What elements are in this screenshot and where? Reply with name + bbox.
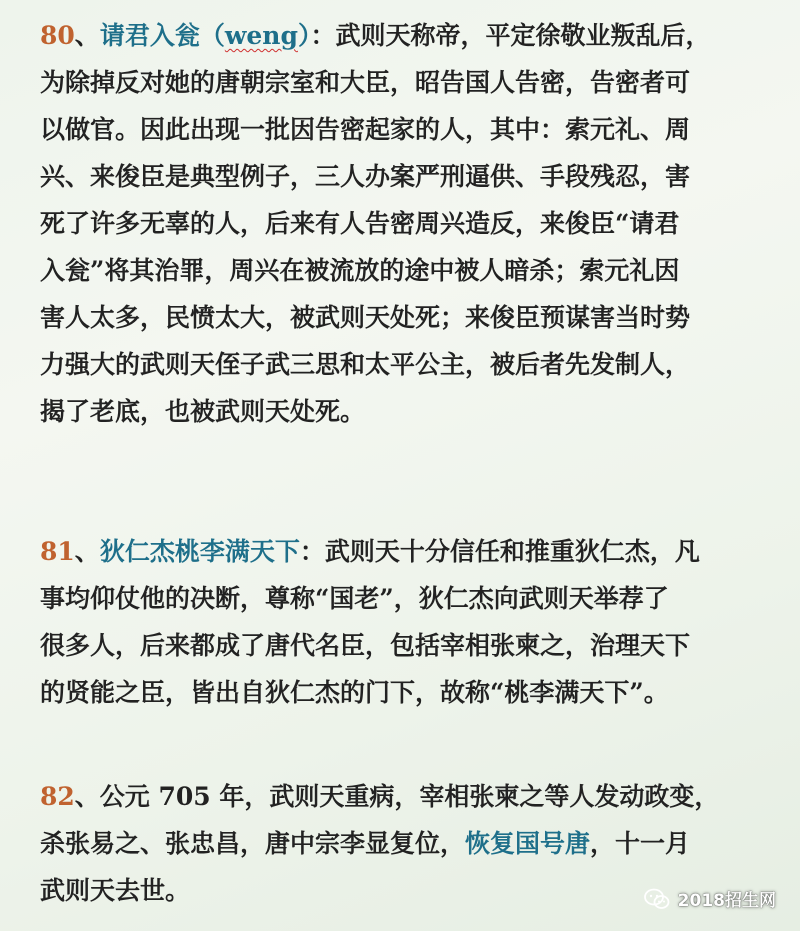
entry-80-line-2: 为除掉反对她的唐朝宗室和大臣，昭告国人告密，告密者可 xyxy=(40,68,691,97)
entry-number: 82 xyxy=(40,782,75,811)
entry-82-line-3: 武则天去世。 xyxy=(40,876,191,905)
pinyin-annotation: weng xyxy=(224,21,298,50)
entry-number: 81 xyxy=(40,537,75,566)
entry-text: 杀张易之、张忠昌，唐中宗李显复位， xyxy=(40,829,466,858)
paren-open: （ xyxy=(199,21,225,50)
entry-80 xyxy=(40,12,760,435)
paren-close: ） xyxy=(297,21,311,50)
entry-81-line-2: 事均仰仗他的决断，尊称“国老”，狄仁杰向武则天举荐了 xyxy=(40,584,669,613)
watermark xyxy=(644,886,776,911)
entry-80-line-1 xyxy=(40,12,760,59)
entry-separator: 、 xyxy=(74,21,100,50)
wechat-icon xyxy=(644,888,670,910)
entry-title: 请君入瓮 xyxy=(99,21,200,50)
entry-80-line-7: 害人太多，民愤太大，被武则天处死；来俊臣预谋害当时势 xyxy=(40,303,691,332)
entry-80-line-9: 揭了老底，也被武则天处死。 xyxy=(40,397,366,426)
entry-text: ：武则天十分信任和推重狄仁杰，凡 xyxy=(299,537,700,566)
entry-81 xyxy=(40,528,760,716)
entry-80-line-6: 入瓮”将其治罪，周兴在被流放的途中被人暗杀；索元礼因 xyxy=(40,256,680,285)
entry-text: 、公元 705 年，武则天重病，宰相张柬之等人发动政变， xyxy=(74,782,720,811)
entry-80-line-3: 以做官。因此出现一批因告密起家的人，其中：索元礼、周 xyxy=(40,115,691,144)
entry-text: ，十一月 xyxy=(590,829,691,858)
entry-title: 狄仁杰桃李满天下 xyxy=(99,537,300,566)
watermark-text: 2018招生网 xyxy=(677,891,776,911)
entry-82-line-2 xyxy=(40,820,760,867)
entry-81-line-3: 很多人，后来都成了唐代名臣，包括宰相张柬之，治理天下 xyxy=(40,631,691,660)
entry-81-line-1 xyxy=(40,528,760,575)
highlight-text: 恢复国号唐 xyxy=(465,829,591,858)
entry-separator: 、 xyxy=(74,537,100,566)
entry-80-line-5: 死了许多无辜的人，后来有人告密周兴造反，来俊臣“请君 xyxy=(40,209,680,238)
entry-81-line-4: 的贤能之臣，皆出自狄仁杰的门下，故称“桃李满天下”。 xyxy=(40,678,669,707)
entry-number: 80 xyxy=(40,21,75,50)
entry-80-line-8: 力强大的武则天侄子武三思和太平公主，被后者先发制人， xyxy=(40,350,691,379)
entry-80-line-4: 兴、来俊臣是典型例子，三人办案严刑逼供、手段残忍，害 xyxy=(40,162,691,191)
entry-text: ：武则天称帝，平定徐敬业叛乱后， xyxy=(310,21,711,50)
entry-82-line-1 xyxy=(40,773,760,820)
